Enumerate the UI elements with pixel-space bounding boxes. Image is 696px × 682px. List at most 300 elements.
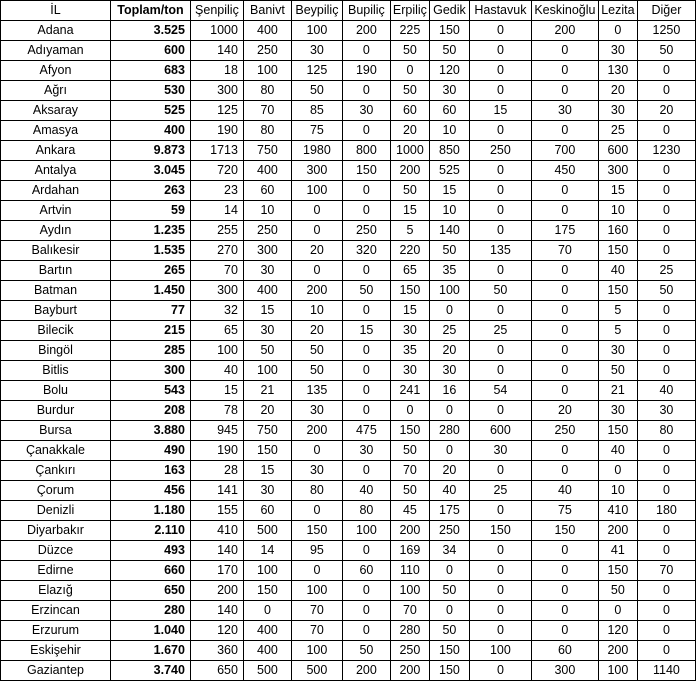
cell-gedik: 60 [429, 101, 469, 121]
cell-hastavuk: 0 [469, 61, 531, 81]
cell-banivt: 400 [243, 161, 291, 181]
cell-banivt: 500 [243, 521, 291, 541]
cell-keskinoglu: 200 [531, 21, 598, 41]
cell-toplam: 3.045 [110, 161, 190, 181]
cell-toplam: 650 [110, 581, 190, 601]
cell-gedik: 280 [429, 421, 469, 441]
cell-beypilic: 0 [291, 561, 342, 581]
column-header-gedik: Gedik [429, 1, 469, 21]
cell-erpilic: 150 [390, 421, 429, 441]
table-row [1, 641, 696, 661]
cell-gedik: 850 [429, 141, 469, 161]
cell-gedik: 20 [429, 341, 469, 361]
cell-senpilic: 270 [190, 241, 243, 261]
cell-keskinoglu: 30 [531, 101, 598, 121]
cell-toplam: 493 [110, 541, 190, 561]
cell-keskinoglu: 0 [531, 181, 598, 201]
cell-diger: 0 [637, 481, 695, 501]
cell-gedik: 10 [429, 201, 469, 221]
cell-keskinoglu: 0 [531, 561, 598, 581]
cell-gedik: 0 [429, 301, 469, 321]
cell-diger: 0 [637, 221, 695, 241]
cell-banivt: 400 [243, 21, 291, 41]
cell-il: Adıyaman [1, 41, 111, 61]
cell-il: Ardahan [1, 181, 111, 201]
cell-toplam: 3.880 [110, 421, 190, 441]
cell-bupilic: 0 [342, 181, 390, 201]
cell-banivt: 30 [243, 321, 291, 341]
cell-beypilic: 100 [291, 641, 342, 661]
cell-toplam: 265 [110, 261, 190, 281]
table-row [1, 81, 696, 101]
cell-senpilic: 100 [190, 341, 243, 361]
cell-banivt: 300 [243, 241, 291, 261]
cell-beypilic: 135 [291, 381, 342, 401]
cell-beypilic: 0 [291, 201, 342, 221]
cell-senpilic: 155 [190, 501, 243, 521]
table-row [1, 461, 696, 481]
cell-il: Aydın [1, 221, 111, 241]
cell-banivt: 60 [243, 501, 291, 521]
cell-gedik: 20 [429, 461, 469, 481]
cell-beypilic: 100 [291, 181, 342, 201]
cell-keskinoglu: 0 [531, 121, 598, 141]
cell-keskinoglu: 175 [531, 221, 598, 241]
cell-senpilic: 140 [190, 41, 243, 61]
cell-hastavuk: 0 [469, 81, 531, 101]
cell-senpilic: 78 [190, 401, 243, 421]
cell-senpilic: 945 [190, 421, 243, 441]
column-header-bupilic: Bupiliç [342, 1, 390, 21]
cell-hastavuk: 25 [469, 481, 531, 501]
table-row [1, 221, 696, 241]
cell-hastavuk: 0 [469, 21, 531, 41]
cell-lezita: 25 [598, 121, 637, 141]
cell-toplam: 300 [110, 361, 190, 381]
cell-beypilic: 200 [291, 281, 342, 301]
cell-senpilic: 14 [190, 201, 243, 221]
cell-keskinoglu: 75 [531, 501, 598, 521]
cell-erpilic: 250 [390, 641, 429, 661]
cell-senpilic: 140 [190, 541, 243, 561]
cell-keskinoglu: 450 [531, 161, 598, 181]
cell-erpilic: 1000 [390, 141, 429, 161]
cell-senpilic: 410 [190, 521, 243, 541]
cell-erpilic: 150 [390, 281, 429, 301]
cell-beypilic: 125 [291, 61, 342, 81]
cell-keskinoglu: 700 [531, 141, 598, 161]
cell-bupilic: 0 [342, 601, 390, 621]
cell-erpilic: 169 [390, 541, 429, 561]
cell-beypilic: 75 [291, 121, 342, 141]
cell-il: Bilecik [1, 321, 111, 341]
cell-toplam: 280 [110, 601, 190, 621]
table-row [1, 261, 696, 281]
cell-hastavuk: 0 [469, 601, 531, 621]
cell-il: Düzce [1, 541, 111, 561]
cell-il: Diyarbakır [1, 521, 111, 541]
cell-banivt: 100 [243, 361, 291, 381]
cell-toplam: 3.740 [110, 661, 190, 681]
column-header-lezita: Lezita [598, 1, 637, 21]
cell-toplam: 9.873 [110, 141, 190, 161]
cell-gedik: 0 [429, 441, 469, 461]
cell-erpilic: 20 [390, 121, 429, 141]
cell-bupilic: 0 [342, 301, 390, 321]
column-header-banivt: Banivt [243, 1, 291, 21]
cell-senpilic: 23 [190, 181, 243, 201]
column-header-toplam: Toplam/ton [110, 1, 190, 21]
cell-toplam: 660 [110, 561, 190, 581]
cell-il: Denizli [1, 501, 111, 521]
cell-bupilic: 30 [342, 441, 390, 461]
cell-gedik: 50 [429, 41, 469, 61]
cell-senpilic: 141 [190, 481, 243, 501]
cell-senpilic: 200 [190, 581, 243, 601]
cell-banivt: 150 [243, 581, 291, 601]
cell-gedik: 50 [429, 241, 469, 261]
cell-keskinoglu: 0 [531, 541, 598, 561]
column-header-senpilic: Şenpiliç [190, 1, 243, 21]
cell-banivt: 50 [243, 341, 291, 361]
cell-lezita: 50 [598, 361, 637, 381]
table-row [1, 181, 696, 201]
cell-beypilic: 20 [291, 241, 342, 261]
cell-toplam: 490 [110, 441, 190, 461]
cell-lezita: 300 [598, 161, 637, 181]
cell-senpilic: 70 [190, 261, 243, 281]
table-row [1, 521, 696, 541]
cell-erpilic: 200 [390, 161, 429, 181]
cell-keskinoglu: 0 [531, 441, 598, 461]
cell-lezita: 15 [598, 181, 637, 201]
table-row [1, 101, 696, 121]
table-row [1, 561, 696, 581]
cell-erpilic: 220 [390, 241, 429, 261]
cell-toplam: 456 [110, 481, 190, 501]
cell-erpilic: 50 [390, 481, 429, 501]
cell-keskinoglu: 20 [531, 401, 598, 421]
cell-beypilic: 30 [291, 461, 342, 481]
cell-bupilic: 0 [342, 581, 390, 601]
cell-diger: 0 [637, 621, 695, 641]
cell-banivt: 150 [243, 441, 291, 461]
cell-hastavuk: 0 [469, 581, 531, 601]
cell-erpilic: 70 [390, 601, 429, 621]
table-row [1, 341, 696, 361]
cell-erpilic: 0 [390, 401, 429, 421]
cell-senpilic: 720 [190, 161, 243, 181]
cell-bupilic: 0 [342, 401, 390, 421]
cell-gedik: 25 [429, 321, 469, 341]
cell-il: Bayburt [1, 301, 111, 321]
cell-hastavuk: 0 [469, 221, 531, 241]
cell-toplam: 208 [110, 401, 190, 421]
cell-lezita: 200 [598, 521, 637, 541]
column-header-hastavuk: Hastavuk [469, 1, 531, 21]
cell-keskinoglu: 0 [531, 201, 598, 221]
cell-beypilic: 50 [291, 361, 342, 381]
cell-il: Erzurum [1, 621, 111, 641]
cell-diger: 0 [637, 161, 695, 181]
cell-erpilic: 30 [390, 321, 429, 341]
cell-hastavuk: 135 [469, 241, 531, 261]
cell-senpilic: 190 [190, 121, 243, 141]
cell-hastavuk: 250 [469, 141, 531, 161]
cell-keskinoglu: 300 [531, 661, 598, 681]
cell-il: Ankara [1, 141, 111, 161]
cell-erpilic: 110 [390, 561, 429, 581]
cell-hastavuk: 0 [469, 201, 531, 221]
cell-hastavuk: 0 [469, 301, 531, 321]
cell-erpilic: 35 [390, 341, 429, 361]
cell-gedik: 34 [429, 541, 469, 561]
header-row [1, 1, 696, 21]
cell-il: Amasya [1, 121, 111, 141]
column-header-diger: Diğer [637, 1, 695, 21]
cell-beypilic: 70 [291, 601, 342, 621]
cell-lezita: 5 [598, 301, 637, 321]
cell-senpilic: 18 [190, 61, 243, 81]
cell-hastavuk: 0 [469, 341, 531, 361]
table-row [1, 141, 696, 161]
cell-beypilic: 200 [291, 421, 342, 441]
cell-keskinoglu: 0 [531, 261, 598, 281]
cell-banivt: 21 [243, 381, 291, 401]
table-row [1, 441, 696, 461]
column-header-keskinoglu: Keskinoğlu [531, 1, 598, 21]
cell-banivt: 100 [243, 561, 291, 581]
cell-toplam: 683 [110, 61, 190, 81]
cell-lezita: 100 [598, 661, 637, 681]
cell-beypilic: 50 [291, 81, 342, 101]
cell-bupilic: 200 [342, 661, 390, 681]
cell-diger: 1250 [637, 21, 695, 41]
cell-toplam: 543 [110, 381, 190, 401]
cell-hastavuk: 600 [469, 421, 531, 441]
cell-beypilic: 0 [291, 221, 342, 241]
cell-erpilic: 45 [390, 501, 429, 521]
table-row [1, 121, 696, 141]
cell-beypilic: 30 [291, 41, 342, 61]
cell-bupilic: 0 [342, 201, 390, 221]
cell-lezita: 150 [598, 421, 637, 441]
table-row [1, 161, 696, 181]
cell-keskinoglu: 0 [531, 61, 598, 81]
cell-lezita: 10 [598, 201, 637, 221]
cell-bupilic: 0 [342, 341, 390, 361]
cell-hastavuk: 54 [469, 381, 531, 401]
cell-banivt: 15 [243, 301, 291, 321]
table-row [1, 281, 696, 301]
table-row [1, 621, 696, 641]
cell-beypilic: 100 [291, 21, 342, 41]
table-row [1, 481, 696, 501]
cell-lezita: 150 [598, 241, 637, 261]
cell-banivt: 750 [243, 421, 291, 441]
cell-hastavuk: 0 [469, 161, 531, 181]
cell-il: Bartın [1, 261, 111, 281]
cell-hastavuk: 0 [469, 621, 531, 641]
cell-diger: 25 [637, 261, 695, 281]
cell-bupilic: 15 [342, 321, 390, 341]
cell-beypilic: 80 [291, 481, 342, 501]
cell-beypilic: 70 [291, 621, 342, 641]
cell-diger: 0 [637, 241, 695, 261]
cell-hastavuk: 0 [469, 401, 531, 421]
cell-banivt: 30 [243, 261, 291, 281]
cell-senpilic: 190 [190, 441, 243, 461]
cell-toplam: 525 [110, 101, 190, 121]
cell-senpilic: 125 [190, 101, 243, 121]
cell-lezita: 30 [598, 401, 637, 421]
cell-senpilic: 40 [190, 361, 243, 381]
cell-il: Çorum [1, 481, 111, 501]
cell-diger: 80 [637, 421, 695, 441]
cell-hastavuk: 0 [469, 361, 531, 381]
table-row [1, 381, 696, 401]
cell-bupilic: 60 [342, 561, 390, 581]
cell-diger: 0 [637, 201, 695, 221]
cell-il: Artvin [1, 201, 111, 221]
cell-bupilic: 250 [342, 221, 390, 241]
cell-gedik: 100 [429, 281, 469, 301]
cell-erpilic: 65 [390, 261, 429, 281]
cell-hastavuk: 0 [469, 41, 531, 61]
cell-toplam: 285 [110, 341, 190, 361]
cell-il: Erzincan [1, 601, 111, 621]
cell-toplam: 1.535 [110, 241, 190, 261]
cell-beypilic: 1980 [291, 141, 342, 161]
cell-senpilic: 1713 [190, 141, 243, 161]
cell-gedik: 30 [429, 361, 469, 381]
cell-senpilic: 170 [190, 561, 243, 581]
cell-senpilic: 65 [190, 321, 243, 341]
cell-beypilic: 20 [291, 321, 342, 341]
cell-keskinoglu: 0 [531, 461, 598, 481]
cell-banivt: 500 [243, 661, 291, 681]
cell-bupilic: 40 [342, 481, 390, 501]
cell-diger: 0 [637, 541, 695, 561]
cell-diger: 0 [637, 581, 695, 601]
cell-erpilic: 30 [390, 361, 429, 381]
cell-erpilic: 70 [390, 461, 429, 481]
cell-gedik: 50 [429, 621, 469, 641]
cell-toplam: 59 [110, 201, 190, 221]
cell-diger: 70 [637, 561, 695, 581]
cell-lezita: 410 [598, 501, 637, 521]
cell-bupilic: 475 [342, 421, 390, 441]
cell-diger: 50 [637, 281, 695, 301]
cell-gedik: 10 [429, 121, 469, 141]
cell-lezita: 30 [598, 101, 637, 121]
cell-bupilic: 30 [342, 101, 390, 121]
cell-gedik: 40 [429, 481, 469, 501]
cell-lezita: 200 [598, 641, 637, 661]
cell-il: Bingöl [1, 341, 111, 361]
cell-bupilic: 0 [342, 261, 390, 281]
cell-beypilic: 10 [291, 301, 342, 321]
column-header-erpilic: Erpiliç [390, 1, 429, 21]
cell-toplam: 1.670 [110, 641, 190, 661]
cell-diger: 0 [637, 181, 695, 201]
cell-gedik: 150 [429, 21, 469, 41]
cell-banivt: 14 [243, 541, 291, 561]
cell-lezita: 30 [598, 41, 637, 61]
cell-bupilic: 50 [342, 641, 390, 661]
cell-erpilic: 50 [390, 41, 429, 61]
cell-lezita: 120 [598, 621, 637, 641]
cell-erpilic: 200 [390, 521, 429, 541]
cell-diger: 0 [637, 321, 695, 341]
table-row [1, 361, 696, 381]
cell-il: Çanakkale [1, 441, 111, 461]
cell-bupilic: 0 [342, 381, 390, 401]
cell-senpilic: 15 [190, 381, 243, 401]
cell-toplam: 3.525 [110, 21, 190, 41]
cell-lezita: 10 [598, 481, 637, 501]
cell-banivt: 80 [243, 121, 291, 141]
cell-diger: 40 [637, 381, 695, 401]
cell-gedik: 140 [429, 221, 469, 241]
cell-senpilic: 650 [190, 661, 243, 681]
cell-lezita: 160 [598, 221, 637, 241]
table-row [1, 501, 696, 521]
cell-bupilic: 200 [342, 21, 390, 41]
cell-gedik: 150 [429, 661, 469, 681]
cell-gedik: 16 [429, 381, 469, 401]
cell-il: Ağrı [1, 81, 111, 101]
cell-hastavuk: 150 [469, 521, 531, 541]
cell-bupilic: 100 [342, 521, 390, 541]
cell-erpilic: 50 [390, 181, 429, 201]
cell-lezita: 40 [598, 261, 637, 281]
cell-gedik: 120 [429, 61, 469, 81]
cell-keskinoglu: 0 [531, 581, 598, 601]
table-row [1, 581, 696, 601]
cell-lezita: 0 [598, 461, 637, 481]
table-row [1, 201, 696, 221]
cell-beypilic: 150 [291, 521, 342, 541]
cell-bupilic: 0 [342, 461, 390, 481]
cell-gedik: 50 [429, 581, 469, 601]
cell-beypilic: 500 [291, 661, 342, 681]
cell-keskinoglu: 0 [531, 341, 598, 361]
cell-beypilic: 0 [291, 441, 342, 461]
cell-erpilic: 15 [390, 301, 429, 321]
cell-erpilic: 200 [390, 661, 429, 681]
cell-senpilic: 140 [190, 601, 243, 621]
cell-hastavuk: 0 [469, 261, 531, 281]
table-row [1, 21, 696, 41]
cell-banivt: 400 [243, 621, 291, 641]
cell-hastavuk: 25 [469, 321, 531, 341]
cell-gedik: 150 [429, 641, 469, 661]
cell-senpilic: 300 [190, 281, 243, 301]
cell-keskinoglu: 0 [531, 41, 598, 61]
cell-diger: 0 [637, 441, 695, 461]
cell-keskinoglu: 150 [531, 521, 598, 541]
cell-gedik: 250 [429, 521, 469, 541]
cell-toplam: 163 [110, 461, 190, 481]
cell-toplam: 1.040 [110, 621, 190, 641]
cell-senpilic: 120 [190, 621, 243, 641]
cell-il: Çankırı [1, 461, 111, 481]
cell-bupilic: 0 [342, 121, 390, 141]
cell-il: Eskişehir [1, 641, 111, 661]
cell-bupilic: 190 [342, 61, 390, 81]
cell-gedik: 0 [429, 601, 469, 621]
